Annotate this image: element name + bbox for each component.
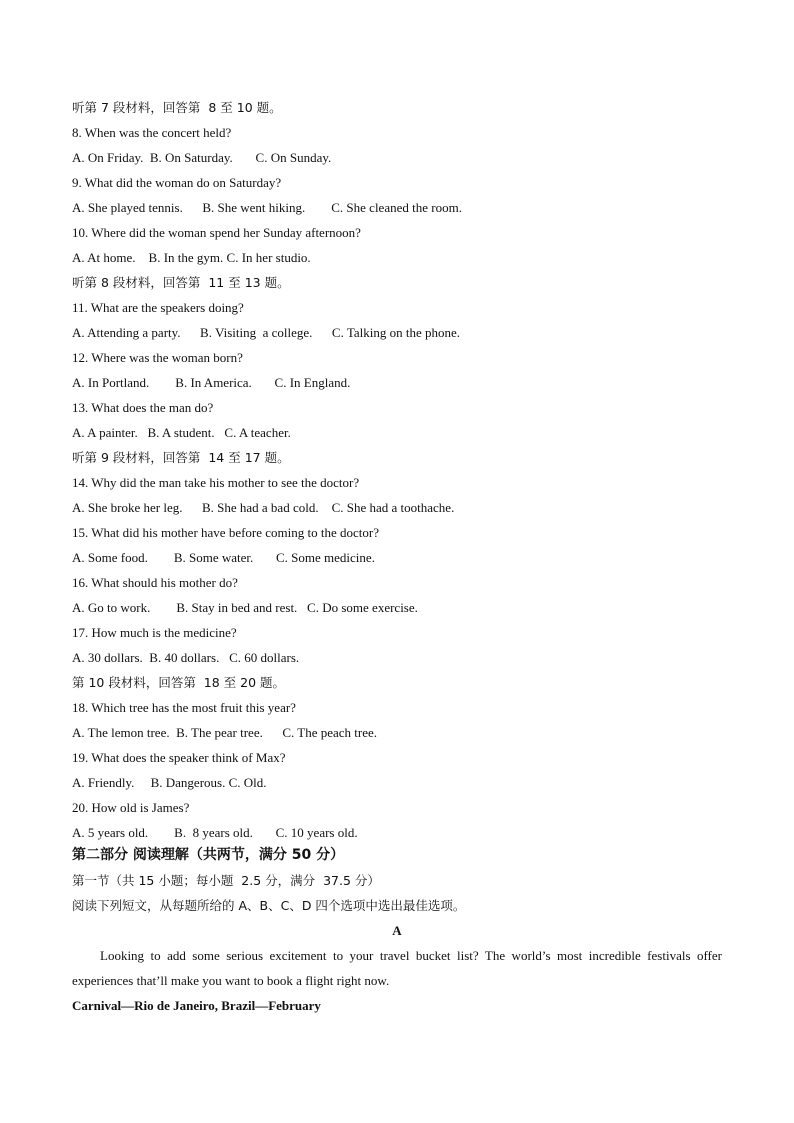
question-18: 18. Which tree has the most fruit this year? [72,700,296,715]
section-header-9: 听第 9 段材料，回答第 14 至 17 题。 [72,450,290,465]
options-10: A. At home. B. In the gym. C. In her studio. [72,250,311,265]
options-8: A. On Friday. B. On Saturday. C. On Sunday. [72,150,332,165]
options-18: A. The lemon tree. B. The pear tree. C. The peach tree. [72,725,378,740]
section-header-8: 听第 8 段材料，回答第 11 至 13 题。 [72,275,290,290]
options-20: A. 5 years old. B. 8 years old. C. 10 years old. [72,825,358,840]
festival-heading: Carnival—Rio de Janeiro, Brazil—February [72,998,321,1013]
question-12: 12. Where was the woman born? [72,350,243,365]
question-10: 10. Where did the woman spend her Sunday afternoon? [72,225,361,240]
options-13: A. A painter. B. A student. C. A teacher. [72,425,291,440]
section-header-7: 听第 7 段材料，回答第 8 至 10 题。 [72,100,282,115]
part2-heading: 第二部分 阅读理解（共两节，满分 50 分） [72,847,345,863]
section1-heading: 第一节（共 15 小题；每小题 2.5 分，满分 37.5 分） [72,873,380,888]
options-15: A. Some food. B. Some water. C. Some medicine. [72,550,375,565]
question-16: 16. What should his mother do? [72,575,238,590]
question-13: 13. What does the man do? [72,400,214,415]
section-header-10: 第 10 段材料，回答第 18 至 20 题。 [72,675,286,690]
options-16: A. Go to work. B. Stay in bed and rest. C. Do some exercise. [72,600,418,615]
question-15: 15. What did his mother have before coming to the doctor? [72,525,379,540]
instruction: 阅读下列短文，从每题所给的 A、B、C、D 四个选项中选出最佳选项。 [72,898,466,913]
options-17: A. 30 dollars. B. 40 dollars. C. 60 dollars. [72,650,300,665]
question-17: 17. How much is the medicine? [72,625,237,640]
options-11: A. Attending a party. B. Visiting a college. C. Talking on the phone. [72,325,461,340]
passage-label: A [392,923,402,938]
intro-paragraph: Looking to add some serious excitement to your travel bucket list? The world’s most incredible festivals offer experiences that’ll make you want to book a flight right now. [72,948,722,988]
options-19: A. Friendly. B. Dangerous. C. Old. [72,775,267,790]
question-19: 19. What does the speaker think of Max? [72,750,286,765]
options-9: A. She played tennis. B. She went hiking. C. She cleaned the room. [72,200,462,215]
question-20: 20. How old is James? [72,800,190,815]
options-14: A. She broke her leg. B. She had a bad cold. C. She had a toothache. [72,500,455,515]
question-14: 14. Why did the man take his mother to see the doctor? [72,475,360,490]
options-12: A. In Portland. B. In America. C. In England. [72,375,351,390]
question-11: 11. What are the speakers doing? [72,300,244,315]
question-9: 9. What did the woman do on Saturday? [72,175,282,190]
question-8: 8. When was the concert held? [72,125,232,140]
